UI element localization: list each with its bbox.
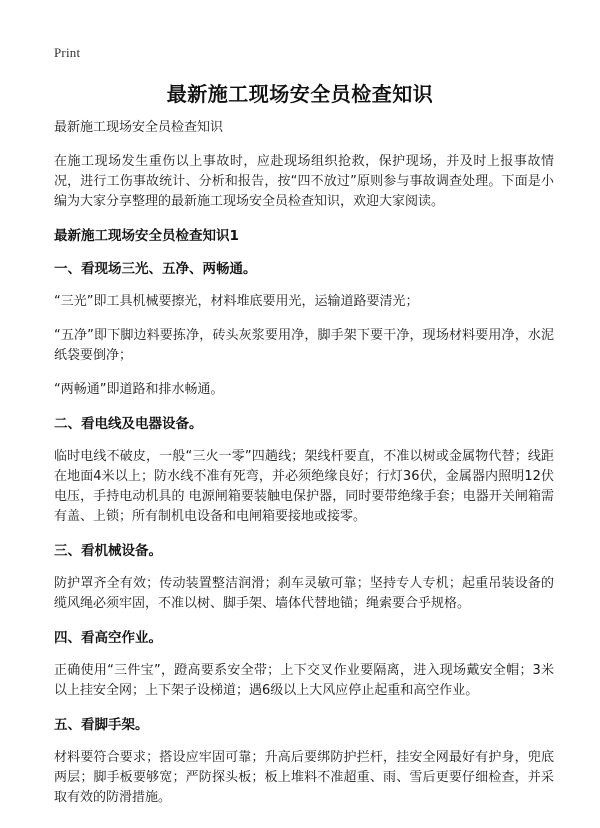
section-heading-1: 一、看现场三光、五净、两畅通。: [54, 261, 257, 277]
print-label[interactable]: Print: [54, 45, 81, 60]
section-3-paragraph-1: 防护罩齐全有效；传动装置整洁润滑；刹车灵敏可靠；坚持专人专机；起重吊装设备的缆风绳必须牢固，不准以树、脚手架、墙体代替地锚；绳索要合乎规格。: [54, 576, 554, 611]
page-title: 最新施工现场安全员检查知识: [166, 82, 434, 106]
section-4-paragraph-1: 正确使用“三件宝”，蹬高要系安全带；上下交叉作业要隔离，进入现场戴安全帽；3米以上挂安全网；上下架子设梯道；遇6级以上大风应停止起重和高空作业。: [54, 663, 554, 698]
section-1-paragraph-1: “三光”即工具机械要擦光，材料堆底要用光，运输道路要清光；: [54, 294, 419, 309]
section-2-paragraph-1: 临时电线不破皮，一般“三火一零”四趟线；架线杆要直，不准以树或金属物代替；线距在地面4米以上；防水线不准有死弯，并必须绝缘良好；行灯36伏，金属器内照明12伏电压，手持电动机具的 电源闸箱要装触电保护器，同时要带绝缘手套；电器开关闸箱需有盖、上锁；所有制机电设备和电闸箱要接地或接零。: [54, 449, 554, 524]
section-heading-4: 四、看高空作业。: [54, 630, 162, 646]
document-body: [54, 118, 554, 822]
section-1-paragraph-3: “两畅通”即道路和排水畅通。: [54, 382, 224, 397]
section-heading-5: 五、看脚手架。: [54, 717, 149, 733]
section-title: 最新施工现场安全员检查知识1: [54, 228, 239, 244]
section-5-paragraph-1: 材料要符合要求；搭设应牢固可靠；升高后要绑防护拦杆，挂安全网最好有护身，兜底两层；脚手板要够宽；严防探头板；板上堆料不准超重、雨、雪后更要仔细检查，并采取有效的防滑措施。: [54, 750, 554, 805]
section-heading-2: 二、看电线及电器设备。: [54, 416, 203, 432]
section-heading-3: 三、看机械设备。: [54, 543, 162, 559]
section-1-paragraph-2: “五净”即下脚边料要拣净，砖头灰浆要用净，脚手架下要干净，现场材料要用净，水泥纸袋要倒净；: [54, 328, 554, 363]
document-subtitle: 最新施工现场安全员检查知识: [54, 120, 224, 135]
intro-paragraph: 在施工现场发生重伤以上事故时，应赴现场组织抢救，保护现场，并及时上报事故情况，进行工伤事故统计、分析和报告，按“四不放过”原则参与事故调查处理。下面是小编为大家分享整理的最新施工现场安全员检查知识，欢迎大家阅读。: [54, 154, 554, 209]
